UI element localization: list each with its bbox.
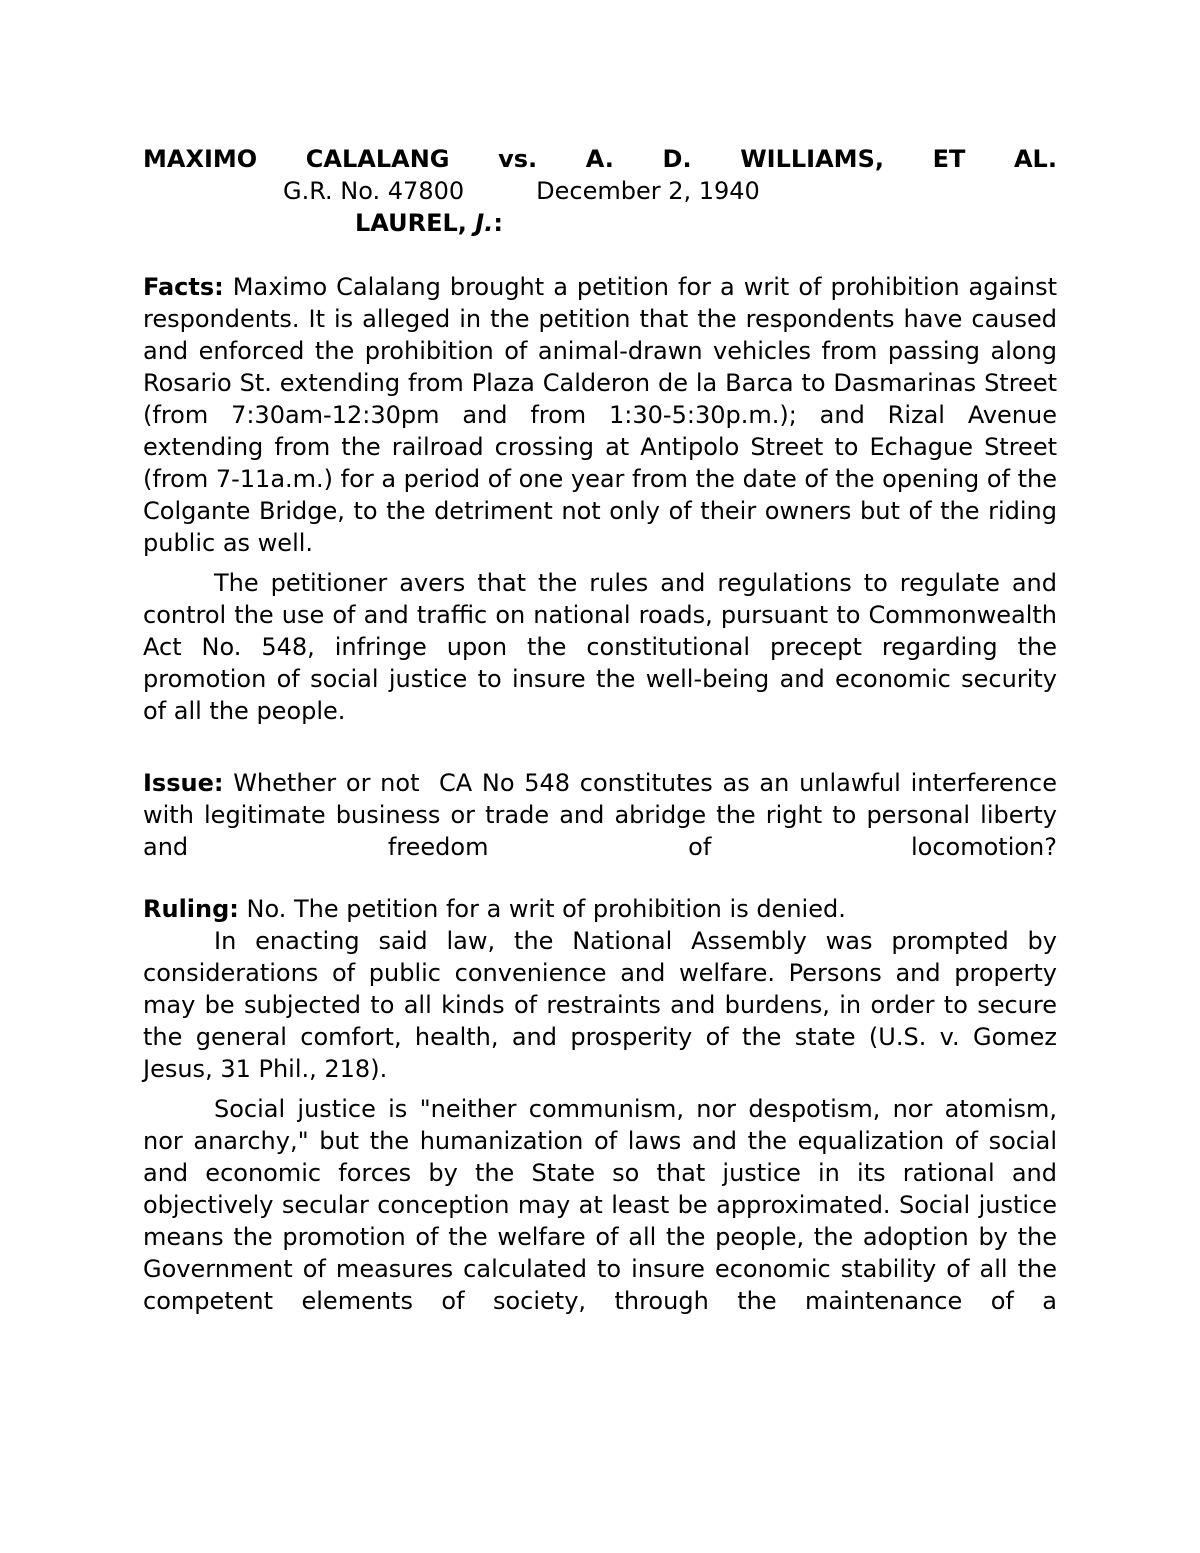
judge-suffix: J. xyxy=(475,209,494,237)
case-title xyxy=(143,143,1057,175)
ruling-text: No. The petition for a writ of prohibition is denied. xyxy=(246,895,846,923)
title-word: D. xyxy=(662,145,692,173)
ruling-paragraph xyxy=(143,893,1057,925)
title-word: A. xyxy=(585,145,614,173)
title-word: AL. xyxy=(1013,145,1057,173)
title-word: CALALANG xyxy=(305,145,450,173)
facts-paragraph xyxy=(143,271,1057,559)
ruling-paragraph-3: Social justice is "neither communism, nor despotism, nor atomism, nor anarchy," but the humanization of laws and the equalization of social and economic forces by the State so that justice in its rational and objectively secular conception may at least be approximated. Social justice means the promotion of the welfare of all the people, the adoption by the Government of measures calculated to insure economic stability of all the competent elements of society, through the maintenance of a xyxy=(143,1095,1057,1315)
facts-paragraph-2: The petitioner avers that the rules and regulations to regulate and control the use of and traffic on national roads, pursuant to Commonwealth Act No. 548, infringe upon the constitutional precept regarding the promotion of social justice to insure the well-being and economic security of all the people. xyxy=(143,569,1057,725)
issue-label: Issue: xyxy=(143,769,224,797)
title-word: MAXIMO xyxy=(143,145,258,173)
ruling-label: Ruling: xyxy=(143,895,239,923)
facts-text: Maximo Calalang brought a petition for a writ of prohibition against respondents. It is alleged in the petition that the respondents have caused and enforced the prohibition of animal-drawn vehicles from passing along Rosario St. extending from Plaza Calderon de la Barca to Dasmarinas Street (from 7:30am-12:30pm and from 1:30-5:30p.m.); and Rizal Avenue extending from the railroad crossing at Antipolo Street to Echague Street (from 7-11a.m.) for a period of one year from the date of the opening of the Colgante Bridge, to the detriment not only of their owners but of the riding public as well. xyxy=(143,273,1057,557)
ponente xyxy=(355,207,1057,239)
title-word: ET xyxy=(932,145,966,173)
title-word: vs. xyxy=(498,145,538,173)
ruling-paragraph-2: In enacting said law, the National Assembly was prompted by considerations of public convenience and welfare. Persons and property may be subjected to all kinds of restraints and burdens, in order to secure the general comfort, health, and prosperity of the state (U.S. v. Gomez Jesus, 31 Phil., 218). xyxy=(143,927,1057,1083)
issue-paragraph xyxy=(143,767,1065,863)
judge-name: LAUREL, xyxy=(355,209,467,237)
judge-colon: : xyxy=(493,209,503,237)
decision-date: December 2, 1940 xyxy=(536,177,760,205)
title-word: WILLIAMS, xyxy=(740,145,884,173)
issue-text: Whether or not CA No 548 constitutes as an unlawful interference with legitimate business or trade and abridge the right to personal liberty and freedom of locomotion? xyxy=(143,769,1065,861)
document-page xyxy=(143,143,1065,1317)
gr-number: G.R. No. 47800 xyxy=(283,177,465,205)
case-number-line xyxy=(283,175,1057,207)
facts-label: Facts: xyxy=(143,273,224,301)
